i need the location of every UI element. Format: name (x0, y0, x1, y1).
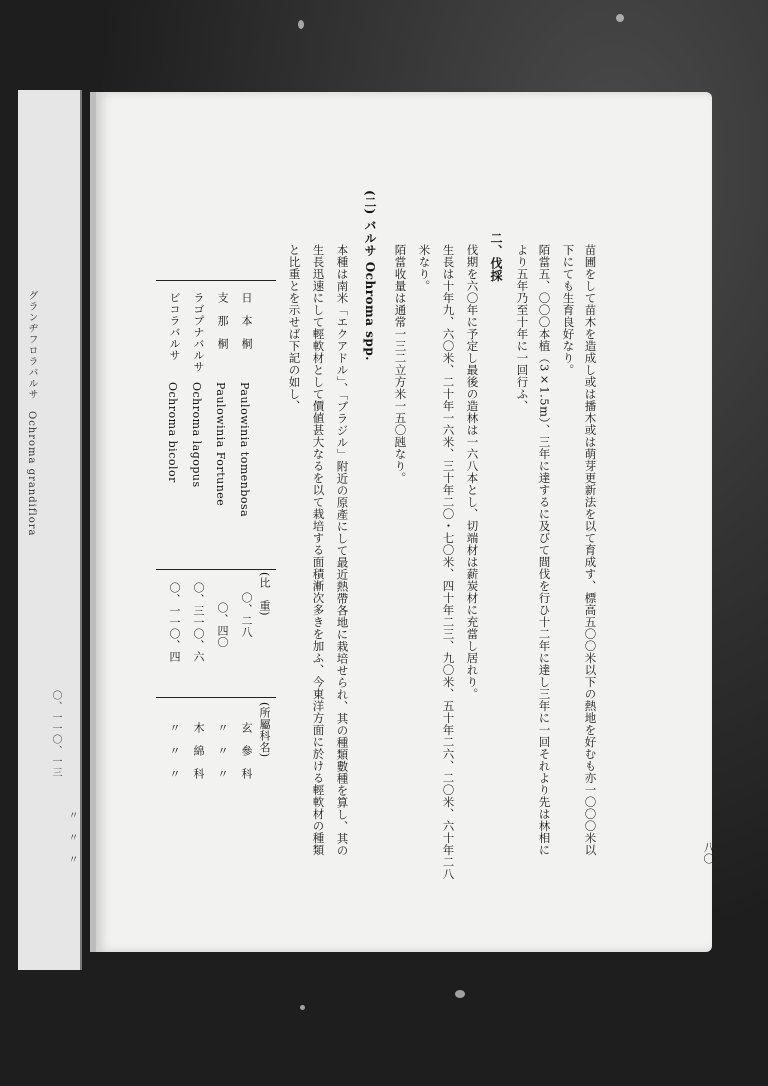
body-line-4: より五年乃至十年に一回行ふ、 (515, 244, 530, 412)
table-row-latin: Ochroma bicolor (166, 382, 179, 483)
table-row-family: 木 綿 科 (192, 722, 205, 780)
section-heading-2: 二、伐採 (489, 232, 503, 282)
table-row-latin: Ochroma lagopus (190, 382, 203, 488)
document-page (90, 92, 715, 952)
table-rule-bottom (156, 697, 276, 698)
scan-speck (300, 1005, 305, 1010)
left-page-col2: 〇、一一〇、一三 (50, 690, 61, 778)
table-row-ratio: 〇、二八 (240, 592, 253, 638)
table-row-family: 〃 〃 〃 (216, 722, 229, 780)
table-row-ratio: 〇、一一〇、四 (168, 582, 181, 663)
table-row-ratio: 〇、三一〇、六 (192, 582, 205, 663)
body-line-9: 陌當收量は通常一三二立方米一五〇瓲なり。 (393, 244, 408, 484)
table-header-family: (所屬科名) (258, 702, 271, 758)
left-page-col1: グランヂフロラバルサ Ochroma grandiflora (26, 290, 37, 537)
body-line-3: 陌當五、〇〇〇本植（3×1.5m）、三年に達するに及びて間伐を行ひ十二年に達し三年に一回それより先は林相に (537, 244, 552, 856)
table-row-jp: 支 那 桐 (216, 292, 229, 350)
scan-speck (455, 990, 465, 998)
left-page-edge (18, 90, 82, 970)
scan-speck (616, 14, 624, 22)
table-rule-top (156, 280, 276, 281)
body-line-6: 伐期を六〇年に予定し最後の造林は一六八本とし、切端材は薪炭材に充當し居れり。 (465, 244, 480, 700)
table-header-ratio: (比 重) (258, 572, 271, 617)
body-line-8: 米なり。 (417, 244, 432, 292)
table-row-latin: Paulowinia tomenbosa (238, 382, 251, 518)
table-row-family: 玄 參 科 (240, 722, 253, 780)
table-rule-mid (156, 569, 276, 570)
table-row-jp: 日 本 桐 (240, 292, 253, 350)
body-line-2: 下にても生育良好なり。 (561, 244, 576, 376)
body-line-11: 生長迅速にして輕軟材として價値甚大なるを以て栽培する面積漸次多きを加ふ、今東洋方面に於ける輕軟材の種類 (311, 244, 326, 856)
body-line-7: 生長は十年九、六〇米、二十年一六米、三十年二〇・七〇米、四十年二三、九〇米、五十年二六、二〇米、六十年二八 (441, 244, 456, 880)
table-row-jp: ビコラバルサ (168, 292, 181, 361)
table-row-family: 〃 〃 〃 (168, 722, 181, 780)
table-row-jp: ラゴプナバルサ (192, 292, 205, 373)
body-line-12: と比重とを示せば下記の如し、 (287, 244, 302, 412)
left-page-col3: 〃 〃 〃 (66, 810, 77, 865)
body-line-10: 本種は南米「エクアドル」、「ブラジル」附近の原產にして最近熱帶各地に栽培せられ、其の種類數種を算し、其の (335, 244, 350, 857)
scan-speck (298, 20, 304, 29)
section-heading-balsa: (二) バルサ Ochroma spp. (363, 190, 377, 361)
page-number: 八〇 (702, 842, 715, 864)
table-row-ratio: 〇、四〇 (216, 602, 229, 648)
table-row-latin: Paulowinia Fortunee (214, 382, 227, 507)
body-line-1: 苗圃をして苗木を造成し或は播木或は萌芽更新法を以て育成す、標高五〇〇米以下の熱地を好むも亦一〇〇〇米以 (583, 244, 598, 856)
